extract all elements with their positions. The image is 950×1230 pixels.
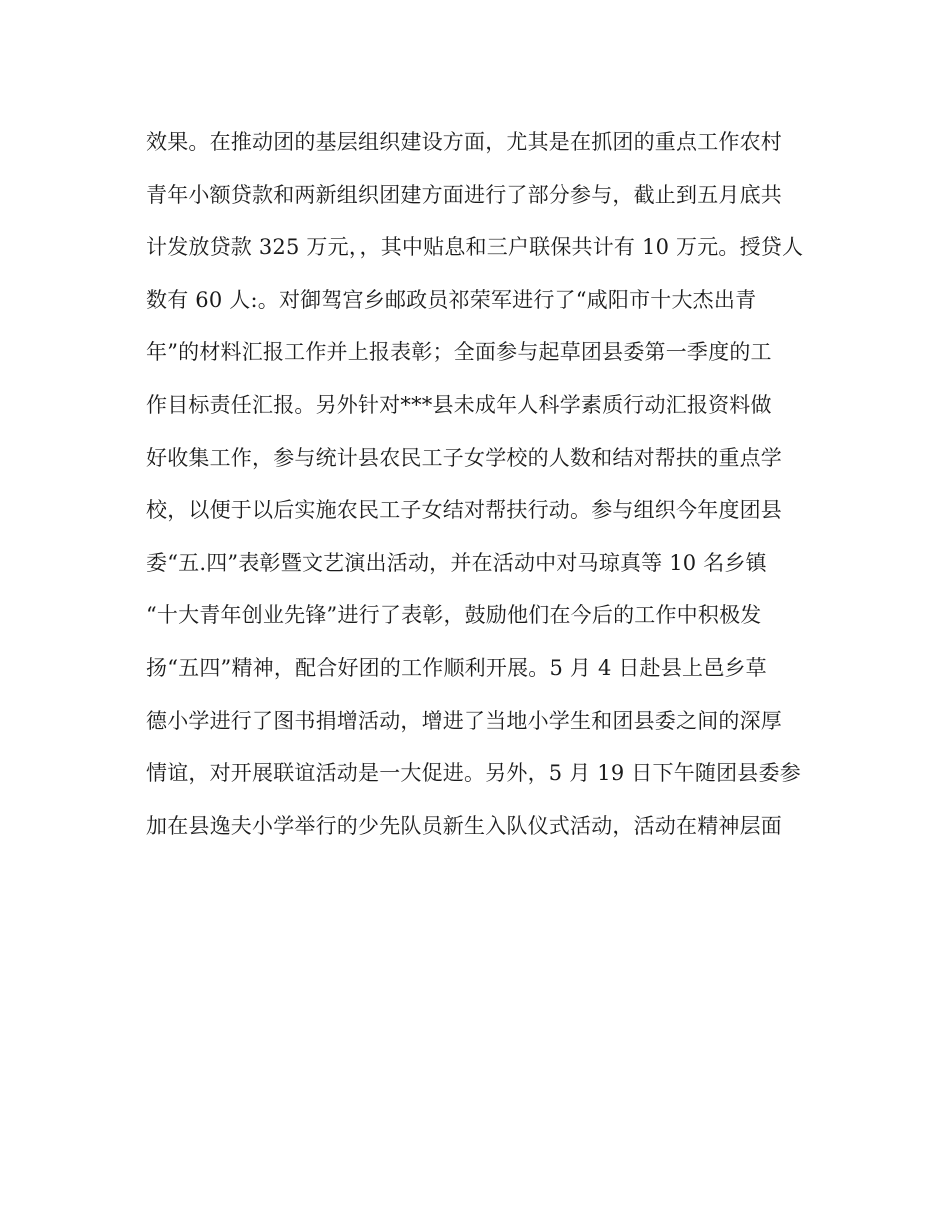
text-line: “十大青年创业先锋”进行了表彰，鼓励他们在今后的工作中积极发 xyxy=(146,603,762,628)
text-line: 作目标责任汇报。另外针对***县未成年人科学素质行动汇报资料做 xyxy=(146,392,772,417)
text-line: 扬“五四”精神，配合好团的工作顺利开展。5 月 4 日赴县上邑乡草 xyxy=(146,655,767,680)
text-line: 情谊，对开展联谊活动是一大促进。另外，5 月 19 日下午随团县委参 xyxy=(146,761,801,786)
text-line: 委“五.四”表彰暨文艺演出活动，并在活动中对马琼真等 10 名乡镇 xyxy=(146,550,767,575)
text-line: 德小学进行了图书捐增活动，增进了当地小学生和团县委之间的深厚 xyxy=(146,708,782,733)
text-line: 好收集工作，参与统计县农民工子女学校的人数和结对帮扶的重点学 xyxy=(146,445,782,470)
text-line: 计发放贷款 325 万元，，其中贴息和三户联保共计有 10 万元。授贷人 xyxy=(146,235,804,260)
text-line: 青年小额贷款和两新组织团建方面进行了部分参与，截止到五月底共 xyxy=(146,182,782,207)
text-line: 效果。在推动团的基层组织建设方面，尤其是在抓团的重点工作农村 xyxy=(146,130,782,154)
text-line: 年”的材料汇报工作并上报表彰；全面参与起草团县委第一季度的工 xyxy=(146,340,772,365)
body-text xyxy=(146,122,826,858)
text-line: 校，以便于以后实施农民工子女结对帮扶行动。参与组织今年度团县 xyxy=(146,498,782,523)
text-line: 加在县逸夫小学举行的少先队员新生入队仪式活动，活动在精神层面 xyxy=(146,813,782,838)
text-line: 数有 60 人:。对御驾宫乡邮政员祁荣军进行了“咸阳市十大杰出青 xyxy=(146,287,757,312)
